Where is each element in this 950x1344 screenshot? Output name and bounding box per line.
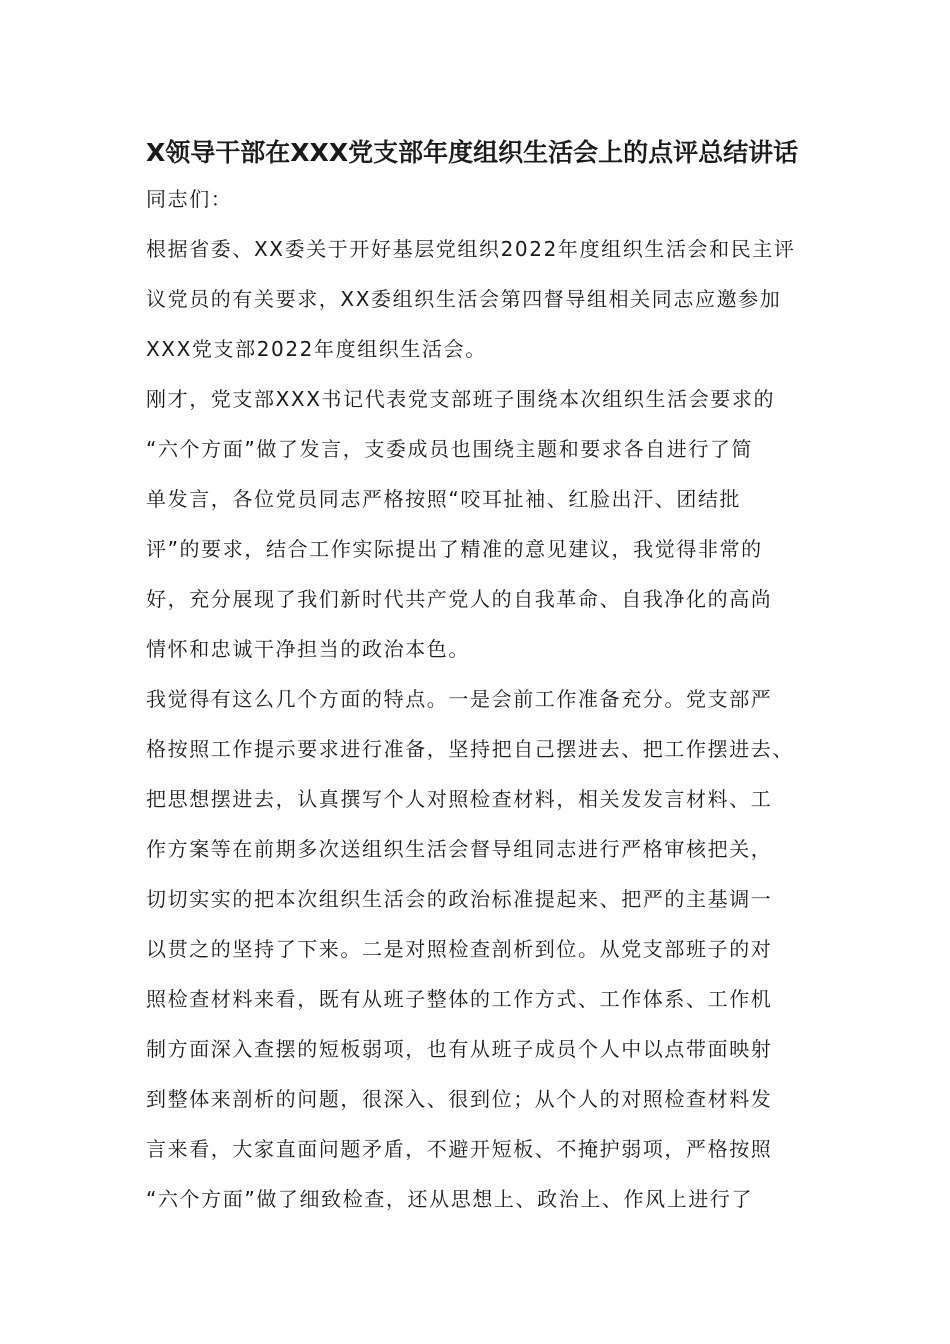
paragraph-line: 制方面深入查摆的短板弱项，也有从班子成员个人中以点带面映射: [146, 1037, 773, 1061]
paragraph-line: 作方案等在前期多次送组织生活会督导组同志进行严格审核把关，: [146, 837, 773, 861]
paragraph-line: 到整体来剖析的问题，很深入、很到位；从个人的对照检查材料发: [146, 1087, 773, 1111]
paragraph-line: 好，充分展现了我们新时代共产党人的自我革命、自我净化的高尚: [146, 587, 773, 611]
paragraph-line: “六个方面”做了发言，支委成员也围绕主题和要求各自进行了简: [146, 437, 754, 461]
paragraph-line: 情怀和忠诚干净担当的政治本色。: [146, 637, 470, 661]
paragraph-line: 以贯之的坚持了下来。二是对照检查剖析到位。从党支部班子的对: [146, 937, 773, 961]
paragraph-line: XXX党支部2022年度组织生活会。: [146, 337, 487, 361]
paragraph-line: 议党员的有关要求，XX委组织生活会第四督导组相关同志应邀参加: [146, 287, 782, 311]
paragraph-line: 刚才，党支部XXX书记代表党支部班子围绕本次组织生活会要求的: [146, 387, 776, 411]
paragraph-line: 切切实实的把本次组织生活会的政治标准提起来、把严的主基调一: [146, 887, 773, 911]
salutation: 同志们：: [146, 187, 233, 211]
paragraph-line: “六个方面”做了细致检查，还从思想上、政治上、作风上进行了: [146, 1187, 754, 1211]
paragraph-line: 照检查材料来看，既有从班子整体的工作方式、工作体系、工作机: [146, 987, 773, 1011]
paragraph-line: 我觉得有这么几个方面的特点。一是会前工作准备充分。党支部严: [146, 687, 773, 711]
paragraph-line: 格按照工作提示要求进行准备，坚持把自己摆进去、把工作摆进去、: [146, 737, 794, 761]
paragraph-line: 根据省委、XX委关于开好基层党组织2022年度组织生活会和民主评: [146, 237, 796, 261]
paragraph-line: 单发言，各位党员同志严格按照“咬耳扯袖、红脸出汗、团结批: [146, 487, 742, 511]
paragraph-line: 言来看，大家直面问题矛盾，不避开短板、不掩护弱项，严格按照: [146, 1137, 773, 1161]
paragraph-line: 评”的要求，结合工作实际提出了精准的意见建议，我觉得非常的: [146, 537, 763, 561]
paragraph-line: 把思想摆进去，认真撰写个人对照检查材料，相关发发言材料、工: [146, 787, 773, 811]
document-title: X领导干部在XXX党支部年度组织生活会上的点评总结讲话: [146, 138, 799, 167]
